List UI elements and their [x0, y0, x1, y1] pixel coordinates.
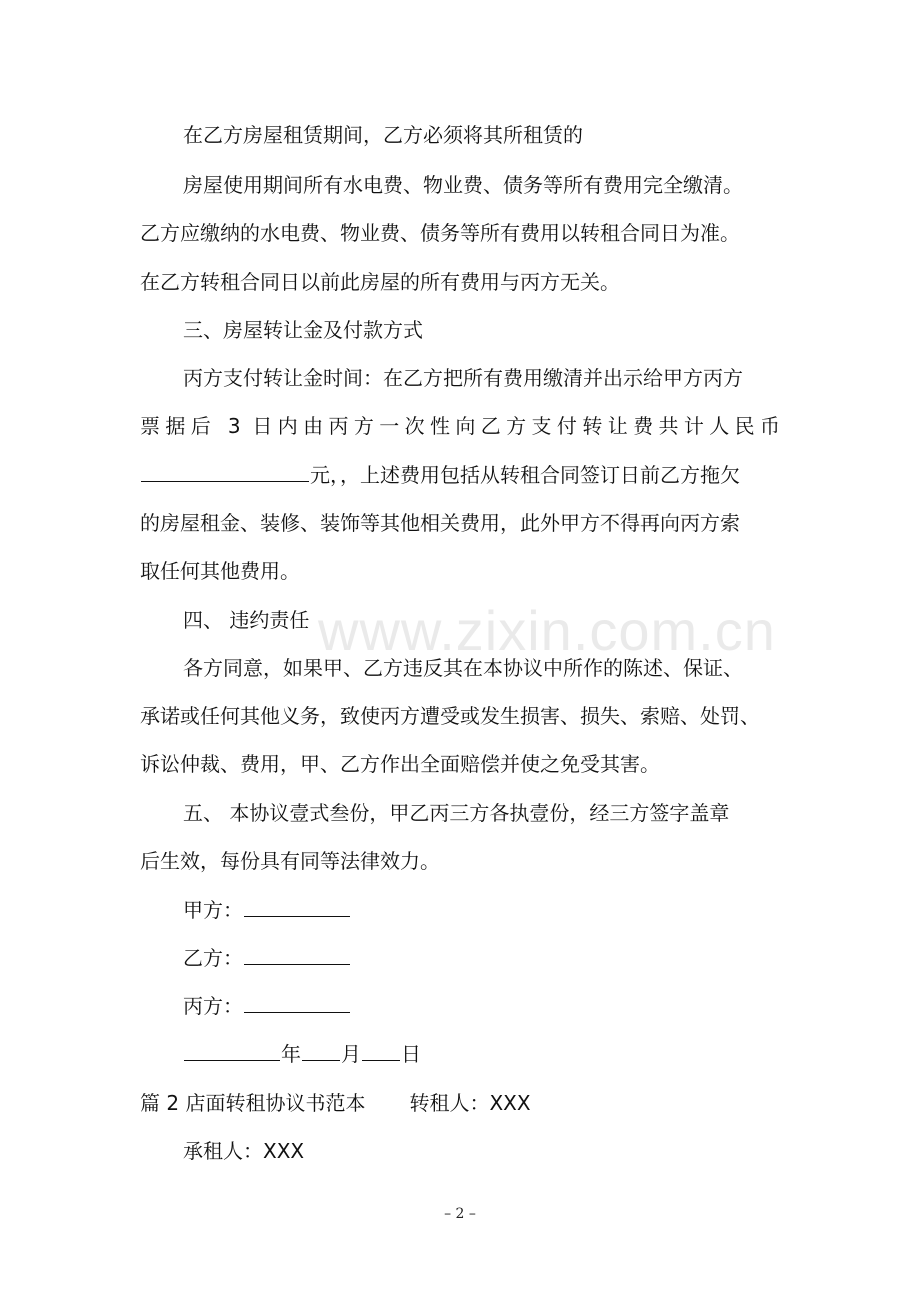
paragraph-line: 房屋使用期间所有水电费、物业费、债务等所有费用完全缴清。: [183, 173, 743, 197]
signature-party-c: [183, 992, 780, 1020]
year-label: 年: [281, 1042, 301, 1066]
signature-label: 甲方：: [183, 898, 243, 922]
transferor-label: 转租人：XXX: [409, 1091, 531, 1115]
section-heading: 三、房屋转让金及付款方式: [183, 318, 423, 342]
paragraph-line: 承诺或任何其他义务，致使丙方遭受或发生损害、损失、索赔、处罚、: [140, 704, 760, 728]
amount-blank: [141, 461, 309, 482]
paragraph-line: 在乙方房屋租赁期间，乙方必须将其所租赁的: [183, 123, 583, 147]
paragraph-line: 各方同意，如果甲、乙方违反其在本协议中所作的陈述、保证、: [183, 656, 743, 680]
paragraph-line: 五、 本协议壹式叁份，甲乙丙三方各执壹份，经三方签字盖章: [183, 801, 730, 825]
signature-blank: [244, 944, 350, 965]
signature-blank: [244, 992, 350, 1013]
next-section-header: [140, 1089, 780, 1117]
paragraph-line: 丙方支付转让金时间：在乙方把所有费用缴清并出示给甲方丙方: [183, 366, 743, 390]
month-label: 月: [341, 1042, 361, 1066]
paragraph-line: [140, 461, 780, 489]
paragraph-line: 乙方应缴纳的水电费、物业费、债务等所有费用以转租合同日为准。: [140, 221, 740, 245]
lessee-line: 承租人：XXX: [183, 1139, 305, 1163]
paragraph-line: 在乙方转租合同日以前此房屋的所有费用与丙方无关。: [140, 270, 620, 294]
day-blank: [362, 1040, 400, 1061]
watermark: www.zixin.com.cn: [318, 599, 776, 662]
paragraph-line: 后生效，每份具有同等法律效力。: [140, 849, 440, 873]
year-blank: [184, 1040, 280, 1061]
paragraph-line: 的房屋租金、装修、装饰等其他相关费用，此外甲方不得再向丙方索: [140, 511, 740, 535]
paragraph-line: 诉讼仲裁、费用，甲、乙方作出全面赔偿并使之免受其害。: [140, 752, 660, 776]
signature-party-b: [183, 944, 780, 972]
paragraph-line: 取任何其他费用。: [140, 559, 300, 583]
signature-party-a: [183, 896, 780, 924]
amount-line-text: 元，，上述费用包括从转租合同签订日前乙方拖欠: [310, 463, 740, 487]
section-heading: 四、 违约责任: [183, 608, 310, 632]
day-label: 日: [401, 1042, 421, 1066]
signature-date: [183, 1040, 780, 1068]
signature-blank: [244, 896, 350, 917]
signature-label: 乙方：: [183, 946, 243, 970]
page-number: – 2 –: [444, 1206, 476, 1222]
signature-label: 丙方：: [183, 994, 243, 1018]
month-blank: [302, 1040, 340, 1061]
paragraph-line: 票据后 3 日内由丙方一次性向乙方支付转让费共计人民币: [140, 414, 780, 438]
next-section-title: 篇 2 店面转租协议书范本: [140, 1091, 366, 1115]
